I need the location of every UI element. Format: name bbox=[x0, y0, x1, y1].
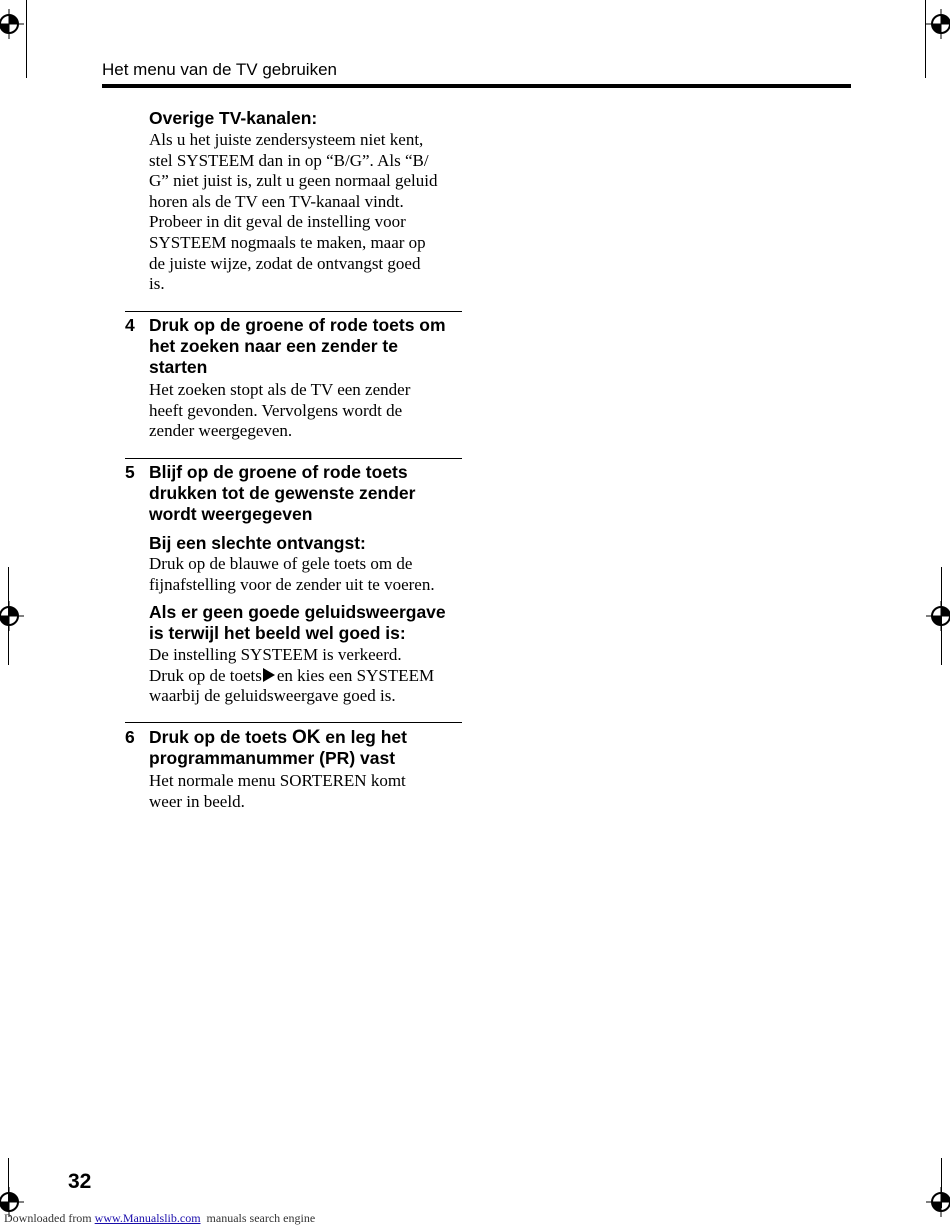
registration-mark-mid-right bbox=[926, 601, 950, 631]
header-rule bbox=[102, 84, 851, 88]
footer-suffix: manuals search engine bbox=[200, 1211, 316, 1225]
no-sound-line-2-post: en kies een SYSTEEM bbox=[276, 665, 435, 685]
no-sound-line-3: waarbij de geluidsweergave goed is. bbox=[149, 686, 396, 706]
registration-mark-top-left bbox=[0, 9, 24, 39]
no-sound-line-2 bbox=[149, 666, 467, 687]
no-sound-line-2-pre: Druk op de toets bbox=[149, 665, 262, 685]
page-header-title: Het menu van de TV gebruiken bbox=[102, 60, 337, 79]
step-6-heading-post: en leg het bbox=[320, 727, 407, 747]
step-4-heading: Druk op de groene of rode toets om het zoeken naar een zender te starten bbox=[149, 315, 446, 377]
no-sound-line-1: De instelling SYSTEEM is verkeerd. bbox=[149, 645, 402, 664]
manualslib-link[interactable]: www.Manualslib.com bbox=[94, 1211, 201, 1225]
section-divider bbox=[125, 722, 462, 723]
step-6-heading bbox=[149, 727, 467, 769]
step-6-heading-line-1 bbox=[149, 727, 467, 748]
section-divider bbox=[125, 458, 462, 459]
step-6-heading-line-2: programmanummer (PR) vast bbox=[149, 748, 396, 768]
no-sound-heading: Als er geen goede geluidsweergave is terwijl het beeld wel goed is: bbox=[149, 602, 446, 643]
no-sound-body bbox=[149, 645, 467, 707]
step-number: 5 bbox=[125, 462, 135, 482]
step-6-heading-pre: Druk op de toets bbox=[149, 727, 292, 747]
crop-line bbox=[941, 1158, 942, 1208]
footer-prefix: Downloaded from bbox=[4, 1211, 95, 1225]
play-right-icon bbox=[263, 668, 275, 682]
crop-line bbox=[8, 567, 9, 665]
ok-key-glyph: OK bbox=[291, 727, 321, 748]
crop-line bbox=[8, 1158, 9, 1208]
crop-line bbox=[925, 0, 926, 78]
step-4-body: Het zoeken stopt als de TV een zender heeft gevonden. Vervolgens wordt de zender weergegeven. bbox=[149, 380, 411, 441]
registration-mark-mid-left bbox=[0, 601, 24, 631]
crop-line bbox=[941, 567, 942, 665]
step-6-body: Het normale menu SORTEREN komt weer in beeld. bbox=[149, 771, 406, 811]
crop-line bbox=[26, 0, 27, 78]
step-5-heading: Blijf op de groene of rode toets drukken tot de gewenste zender wordt weergegeven bbox=[149, 462, 416, 524]
other-channels-heading: Overige TV-kanalen: bbox=[149, 108, 318, 128]
footer bbox=[4, 1211, 315, 1225]
page-number: 32 bbox=[68, 1170, 92, 1193]
section-divider bbox=[125, 311, 462, 312]
other-channels-body: Als u het juiste zendersysteem niet kent, stel SYSTEEM dan in op “B/G”. Als “B/ G” niet juist is, zult u geen normaal geluid horen als de TV een TV-kanaal vindt. Probeer in dit geval de instelling voor SYSTEEM nogmaals te maken, maar op de juiste wijze, zodat de ontvangst goed is. bbox=[149, 130, 438, 294]
registration-mark-bottom-right bbox=[926, 1187, 950, 1217]
poor-reception-heading: Bij een slechte ontvangst: bbox=[149, 533, 366, 553]
step-number: 6 bbox=[125, 727, 135, 747]
step-number: 4 bbox=[125, 315, 135, 335]
poor-reception-body: Druk op de blauwe of gele toets om de fijnafstelling voor de zender uit te voeren. bbox=[149, 554, 435, 594]
registration-mark-top-right bbox=[926, 9, 950, 39]
